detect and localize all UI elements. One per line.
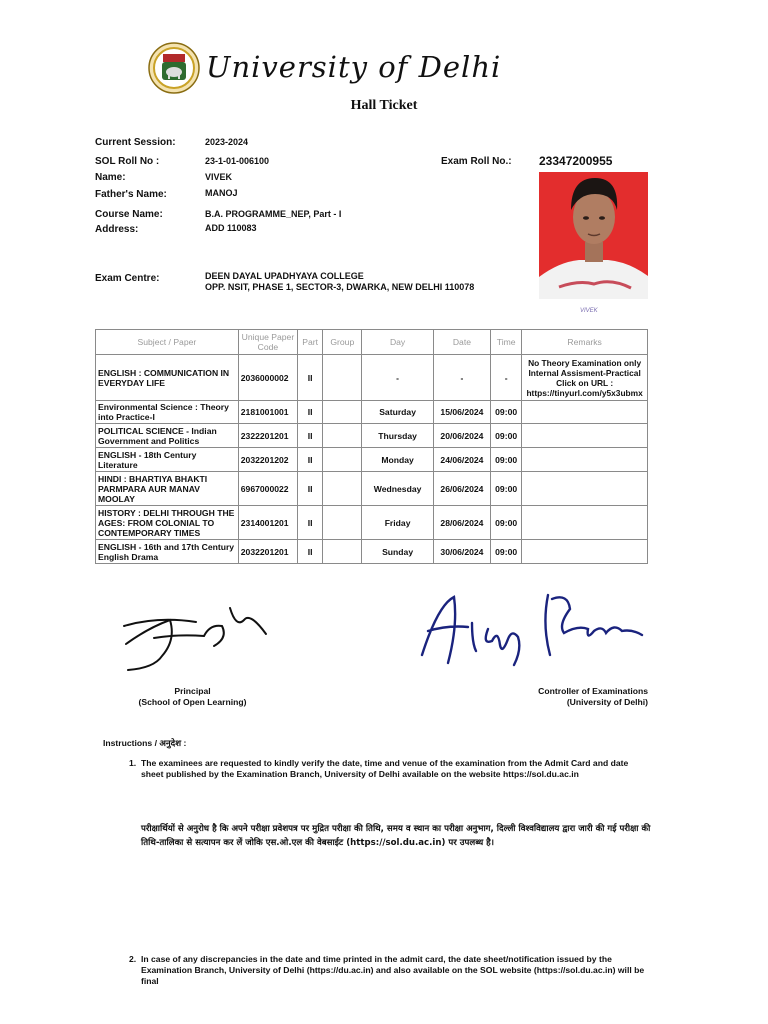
group-cell [323,506,362,540]
instruction-2-number: 2. [129,954,137,964]
address-value: ADD 110083 [205,223,257,233]
exam-schedule-table [95,329,648,564]
father-name-label: Father's Name: [95,189,167,200]
principal-department: (School of Open Learning) [138,697,247,707]
table-row [96,540,648,564]
instruction-1-english: The examinees are requested to kindly verify the date, time and venue of the examination from the Admit Card and date sheet published by the Examination Branch, University of Delhi available on the website https://sol.du.ac.in [141,758,629,779]
date-cell: 28/06/2024 [433,506,490,540]
header-date: Date [433,330,490,355]
date-cell: 15/06/2024 [433,401,490,424]
paper-code-cell: 2032201201 [238,540,297,564]
group-cell [323,472,362,506]
sol-roll-value: 23-1-01-006100 [205,156,270,166]
date-cell: 26/06/2024 [433,472,490,506]
controller-department: (University of Delhi) [566,697,648,707]
table-row [96,355,648,401]
day-cell: Thursday [362,424,433,448]
part-cell: II [298,506,323,540]
time-cell: 09:00 [491,506,522,540]
part-cell: II [298,424,323,448]
remarks-cell [522,540,648,564]
paper-code-cell: 2322201201 [238,424,297,448]
paper-code-cell: 2181001001 [238,401,297,424]
time-cell: 09:00 [491,472,522,506]
date-cell: 30/06/2024 [433,540,490,564]
header-time: Time [491,330,522,355]
day-cell: Wednesday [362,472,433,506]
subject-cell: ENGLISH - 16th and 17th Century English Drama [96,540,239,564]
exam-centre-line1: DEEN DAYAL UPADHYAYA COLLEGE [205,271,364,281]
header-part: Part [298,330,323,355]
course-label: Course Name: [95,209,163,220]
remarks-cell [522,401,648,424]
part-cell: II [298,540,323,564]
group-cell [323,424,362,448]
part-cell: II [298,472,323,506]
name-label: Name: [95,172,126,183]
session-value: 2023-2024 [205,137,249,147]
day-cell: - [362,355,433,401]
course-value: B.A. PROGRAMME_NEP, Part - I [205,209,342,219]
controller-block [520,686,648,708]
date-cell: 24/06/2024 [433,448,490,472]
paper-code-cell: 2314001201 [238,506,297,540]
day-cell: Saturday [362,401,433,424]
part-cell: II [298,401,323,424]
group-cell [323,448,362,472]
table-row [96,506,648,540]
subject-cell: Environmental Science : Theory into Practice-I [96,401,239,424]
day-cell: Friday [362,506,433,540]
header-remarks: Remarks [522,330,648,355]
header-group: Group [323,330,362,355]
instruction-1-hindi: परीक्षार्थियों से अनुरोध है कि अपने परीक्षा प्रवेशपत्र पर मुद्रित परीक्षा की तिथि, समय व स्थान का परीक्षा अनुभाग, दिल्ली विश्वविद्यालय द्वारा जारी की गई परीक्षा की तिथि-तालिका से सत्यापन कर लें जोकि एस.ओ.एल की वेबसाईट (https://sol.du.ac.in) पर उपलब्ध है। [141,824,651,848]
university-logo [148,42,200,94]
subject-cell: ENGLISH : COMMUNICATION IN EVERYDAY LIFE [96,355,239,401]
time-cell: 09:00 [491,540,522,564]
paper-code-cell: 6967000022 [238,472,297,506]
controller-title: Controller of Examinations [538,686,648,696]
table-row [96,472,648,506]
day-cell: Monday [362,448,433,472]
header-paper-code: Unique Paper Code [238,330,297,355]
principal-signature [118,598,273,683]
remarks-cell [522,448,648,472]
remarks-cell [522,506,648,540]
name-value: VIVEK [205,172,233,182]
table-header-row [96,330,648,355]
paper-code-cell: 2036000002 [238,355,297,401]
day-cell: Sunday [362,540,433,564]
header-subject: Subject / Paper [96,330,239,355]
group-cell [323,401,362,424]
session-label: Current Session: [95,137,176,148]
subject-cell: ENGLISH - 18th Century Literature [96,448,239,472]
document-title: Hall Ticket [350,98,418,113]
remarks-cell: No Theory Examination only Internal Assisment-Practical Click on URL : https://tinyurl.com/y5x3ubmx [522,355,648,401]
sol-roll-label: SOL Roll No : [95,156,160,167]
time-cell: 09:00 [491,424,522,448]
table-row [96,401,648,424]
controller-signature [418,585,650,675]
instruction-1-number: 1. [129,758,137,768]
time-cell: 09:00 [491,448,522,472]
remarks-cell [522,424,648,448]
exam-centre-line2: OPP. NSIT, PHASE 1, SECTOR-3, DWARKA, NEW DELHI 110078 [205,282,475,292]
subject-cell: HINDI : BHARTIYA BHAKTI PARMPARA AUR MANAV MOOLAY [96,472,239,506]
group-cell [323,540,362,564]
instruction-2-english: In case of any discrepancies in the date and time printed in the admit card, the date sheet/notification issued by the Examination Branch, University of Delhi (https://du.ac.in) and also available on the SOL website (https://sol.du.ac.in) will be final [141,954,645,986]
exam-centre-label: Exam Centre: [95,273,160,284]
time-cell: 09:00 [491,401,522,424]
photo-signature-caption: VIVEK [580,308,598,314]
part-cell: II [298,448,323,472]
header-day: Day [362,330,433,355]
group-cell [323,355,362,401]
subject-cell: HISTORY : DELHI THROUGH THE AGES: FROM COLONIAL TO CONTEMPORARY TIMES [96,506,239,540]
university-name: University of Delhi [206,50,502,84]
student-photo [539,172,648,299]
instructions-title: Instructions / अनुदेश : [103,738,187,748]
father-name-value: MANOJ [205,188,238,198]
paper-code-cell: 2032201202 [238,448,297,472]
time-cell: - [491,355,522,401]
principal-title: Principal [174,686,211,696]
part-cell: II [298,355,323,401]
subject-cell: POLITICAL SCIENCE - Indian Government and Politics [96,424,239,448]
address-label: Address: [95,224,139,235]
exam-roll-value: 23347200955 [539,154,613,168]
remarks-cell [522,472,648,506]
date-cell: - [433,355,490,401]
date-cell: 20/06/2024 [433,424,490,448]
table-row [96,424,648,448]
table-row [96,448,648,472]
principal-block [120,686,265,708]
exam-roll-label: Exam Roll No.: [441,156,512,167]
